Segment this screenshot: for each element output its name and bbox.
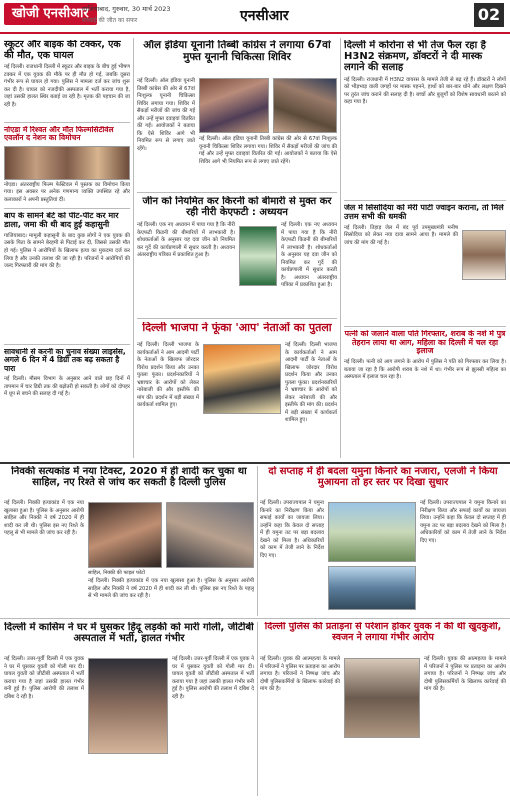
yamuna-photo-1 (328, 502, 416, 562)
article-body: नई दिल्ली। मौसम विभाग के अनुसार आने वाले छह दिनों में तापमान में चार डिग्री तक की बढ़ोतरी हो सकती है। लोगों को दोपहर में धूप से बचने की सलाह दी गई है। (4, 376, 130, 398)
article-body-cont: नई दिल्ली। एक नए अध्ययन में पाया गया है कि नीरी केएफटी किडनी की बीमारियों में लाभकारी है। शोधकर्ताओं के अनुसार यह दवा जीन को नियमित कर गुर्दे की कार्यप्रणाली में सुधार करती है। अध्ययन अंतरराष्ट्रीय पत्रिका में प्रकाशित हुआ है। (281, 222, 337, 289)
article-body-cont: नई दिल्ली। उपराज्यपाल ने यमुना किनारे का निरीक्षण किया और सफाई कार्यों का जायजा लिया। उन्होंने कहा कि केवल दो सप्ताह में ही यमुना तट पर बड़ा बदलाव देखने को मिला है। अधिकारियों को काम में तेजी लाने के निर्देश दिए गए। (420, 500, 506, 544)
article-body: नोएडा। अंतरराष्ट्रीय फिल्म फेस्टिवल में पुस्तक का विमोचन किया गया। इस अवसर पर अनेक गणमान्य व्यक्ति उपस्थित रहे और कलाकारों ने अपनी प्रस्तुतियां दीं। (4, 181, 130, 203)
headline: स्कूटर और बाइक की टक्कर, एक की मौत, एक घायल (4, 40, 121, 61)
article-bjp-effigy (137, 322, 337, 458)
article-body: नई दिल्ली। दिल्ली भाजपा के कार्यकर्ताओं ने आम आदमी पार्टी के नेताओं के खिलाफ जोरदार विरोध प्रदर्शन किया और उनका पुतला फूंका। प्रदर्शनकारियों ने भ्रष्टाचार के आरोपों को लेकर नारेबाजी की और इस्तीफे की मांग की। प्रदर्शन में बड़ी संख्या में कार्यकर्ता शामिल हुए। (137, 342, 199, 409)
yamuna-photo-2 (328, 566, 416, 610)
headline: दिल्ली भाजपा ने फूंका 'आप' नेताओं का पुतला (142, 322, 332, 334)
article-body: गाजियाबाद। मामूली कहासुनी के बाद कुछ लोगों ने एक युवक की उसके पिता के सामने बेरहमी से पिटाई कर दी, जिससे उसकी मौत हो गई। पुलिस ने आरोपियों के खिलाफ हत्या का मुकदमा दर्ज कर लिया है और उनकी तलाश की जा रही है। परिजनों ने आरोपियों की जल्द गिरफ्तारी की मांग की है। (4, 232, 130, 270)
article-body: नई दिल्ली। उपराज्यपाल ने यमुना किनारे का निरीक्षण किया और सफाई कार्यों का जायजा लिया। उन्होंने कहा कि केवल दो सप्ताह में ही यमुना तट पर बड़ा बदलाव देखने को मिला है। अधिकारियों को काम में तेजी लाने के निर्देश दिए गए। (260, 500, 324, 559)
headline: दिल्ली में कोरोना से भी तेज फैल रहा है H3N2 संक्रमण, डॉक्टरों ने दी मास्क लगाने की सलाह (344, 40, 486, 74)
camp-photo-1 (199, 78, 269, 133)
masthead (0, 0, 510, 34)
victim-family-photo (344, 658, 420, 738)
article-gtb-shooting (4, 622, 254, 796)
protest-photo (203, 344, 281, 414)
headline: दो सप्ताह में ही बदला यमुना किनारे का नजारा, एलजी ने किया मुआयना तो हर स्तर पर दिखा सुधार (268, 466, 498, 489)
sisodia-photo (462, 230, 506, 280)
article-body: नई दिल्ली। राजधानी दिल्ली में स्कूटर और बाइक के बीच हुई भीषण टक्कर में एक युवक की मौके पर ही मौत हो गई, जबकि दूसरा गंभीर रूप से घायल हो गया। पुलिस ने मामला दर्ज कर जांच शुरू कर दी है। घायल को नजदीकी अस्पताल में भर्ती कराया गया है, जहां उसकी हालत स्थिर बताई जा रही है। मृतक की पहचान की जा रही है। (4, 64, 130, 108)
victim-photo (88, 658, 168, 754)
headline: नोएडा में रिश्वत और मौत फिल्मसिटीवेल एवलॉन द नेशन का विमोचन (4, 126, 114, 143)
medicine-bottle-photo (239, 226, 277, 286)
article-police-harassment (260, 622, 506, 796)
article-body: नई दिल्ली। तिहाड़ जेल में बंद पूर्व उपमुख्यमंत्री मनीष सिसोदिया को लेकर नया दावा सामने आया है। मामले की जांच की मांग की गई है। (344, 224, 458, 246)
page-number: 02 (474, 3, 504, 27)
headline: सावधानी से करनी का चुनाव संख्या लाइसेंस, अगले 6 दिन में 4 डिग्री तक बढ़ सकता है पारा (4, 348, 126, 373)
photo-caption: साहिल, निक्की की फाइल फोटो (88, 570, 145, 576)
brand-logo: खोजी एनसीआर (4, 3, 97, 25)
headline: जीन को नियमित कर किरनी को बीमारी से मुक्त कर रही नीरी केएफटी : अध्ययन (142, 196, 332, 219)
headline: दिल्ली में कासिम ने घर में घुसकर हिंदू लड़की को मारी गोली, जीटीबी अस्पताल में भर्ती, हालत गंभीर (4, 622, 254, 645)
article-weather (4, 348, 130, 458)
article-body-cont: नई दिल्ली। उत्तर-पूर्वी दिल्ली में एक युवक ने घर में घुसकर युवती को गोली मार दी। घायल युवती को जीटीबी अस्पताल में भर्ती कराया गया है जहां उसकी हालत गंभीर बनी हुई है। पुलिस आरोपी की तलाश में दबिश दे रही है। (172, 656, 254, 700)
article-body-cont: नई दिल्ली। युवक की आत्महत्या के मामले में परिजनों ने पुलिस पर प्रताड़ना का आरोप लगाया है। परिजनों ने निष्पक्ष जांच और दोषी पुलिसकर्मियों के खिलाफ कार्रवाई की मांग की है। (424, 656, 506, 693)
article-sisodia-jail (344, 204, 506, 324)
article-body: नई दिल्ली। राजधानी में H3N2 वायरस के मामले तेजी से बढ़ रहे हैं। डॉक्टरों ने लोगों को भीड़भाड़ वाली जगहों पर मास्क पहनने, हाथों को बार-बार धोने और लक्षण दिखने पर तुरंत जांच कराने की सलाह दी है। बच्चों और बुजुर्गों को विशेष सावधानी बरतने को कहा गया है। (344, 76, 506, 106)
article-body-cont: नई दिल्ली। दिल्ली भाजपा के कार्यकर्ताओं ने आम आदमी पार्टी के नेताओं के खिलाफ जोरदार विरोध प्रदर्शन किया और उनका पुतला फूंका। प्रदर्शनकारियों ने भ्रष्टाचार के आरोपों को लेकर नारेबाजी की और इस्तीफे की मांग की। प्रदर्शन में बड़ी संख्या में कार्यकर्ता शामिल हुए। (285, 342, 337, 424)
article-unani-camp (137, 40, 337, 190)
camp-photo-2 (273, 78, 337, 133)
article-father-son (4, 212, 130, 342)
event-photo (4, 146, 130, 180)
article-body: नई दिल्ली। ऑल इंडिया यूनानी तिब्बी कांग्रेस की ओर से 67वां निःशुल्क यूनानी चिकित्सा शिविर लगाया गया। शिविर में सैकड़ों मरीजों की जांच की गई और उन्हें मुफ्त दवाइयां वितरित की गईं। आयोजकों ने बताया कि ऐसे शिविर आगे भी नियमित रूप से लगाए जाते रहेंगे। (137, 78, 195, 152)
article-body: नई दिल्ली। निक्की हत्याकांड में एक नया खुलासा हुआ है। पुलिस के अनुसार आरोपी साहिल और निक्की ने वर्ष 2020 में ही शादी कर ली थी। पुलिस इस नए रिश्ते के पहलू से भी मामले की जांच कर रही है। (4, 500, 84, 537)
article-body-cont: नई दिल्ली। ऑल इंडिया यूनानी तिब्बी कांग्रेस की ओर से 67वां निःशुल्क यूनानी चिकित्सा शिविर लगाया गया। शिविर में सैकड़ों मरीजों की जांच की गई और उन्हें मुफ्त दवाइयां वितरित की गईं। आयोजकों ने बताया कि ऐसे शिविर आगे भी नियमित रूप से लगाए जाते रहेंगे। (199, 136, 337, 165)
article-h3n2 (344, 40, 506, 200)
headline: पत्नी को जलाने वाला पति गिरफ्तार, शराब के नशे में पुत्र तेहरान लाया था आग, महिला का दिल्ली में चल रहा इलाज (344, 330, 506, 356)
sahil-photo (166, 502, 254, 568)
article-body: नई दिल्ली। एक नए अध्ययन में पाया गया है कि नीरी केएफटी किडनी की बीमारियों में लाभकारी है। शोधकर्ताओं के अनुसार यह दवा जीन को नियमित कर गुर्दे की कार्यप्रणाली में सुधार करती है। अध्ययन अंतरराष्ट्रीय पत्रिका में प्रकाशित हुआ है। (137, 222, 235, 259)
section-title: एनसीआर (240, 8, 289, 24)
article-body-cont: नई दिल्ली। निक्की हत्याकांड में एक नया खुलासा हुआ है। पुलिस के अनुसार आरोपी साहिल और निक्की ने वर्ष 2020 में ही शादी कर ली थी। पुलिस इस नए रिश्ते के पहलू से भी मामले की जांच कर रही है। (88, 578, 254, 600)
article-yamuna-lg (260, 466, 506, 616)
article-body: नई दिल्ली। युवक की आत्महत्या के मामले में परिजनों ने पुलिस पर प्रताड़ना का आरोप लगाया है। परिजनों ने निष्पक्ष जांच और दोषी पुलिसकर्मियों के खिलाफ कार्रवाई की मांग की है। (260, 656, 340, 693)
dateline: गाजियाबाद, गुरुवार, 30 मार्च 2023 (82, 5, 171, 13)
nikki-photo (88, 502, 162, 568)
article-husband-arrest (344, 330, 506, 458)
article-scooter-crash (4, 40, 130, 120)
article-noida-film (4, 126, 130, 206)
article-kidney-study (137, 196, 337, 316)
headline: निवकी सत्यकांड में नया टिवस्ट, 2020 में ही शादी कर चुका था साहिल, नए रिश्ते से जांच कर सकती है दिल्ली पुलिस (11, 466, 247, 489)
headline: जेल में सिसोदिया को मेरी पार्टी ज्वाइन कराना, तो मिले उत्तम सभी की धमकी (344, 204, 504, 221)
article-nikki-case (4, 466, 254, 616)
article-body: नई दिल्ली। उत्तर-पूर्वी दिल्ली में एक युवक ने घर में घुसकर युवती को गोली मार दी। घायल युवती को जीटीबी अस्पताल में भर्ती कराया गया है जहां उसकी हालत गंभीर बनी हुई है। पुलिस आरोपी की तलाश में दबिश दे रही है। (4, 656, 84, 700)
article-body: नई दिल्ली। पत्नी को आग लगाने के आरोप में पुलिस ने पति को गिरफ्तार कर लिया है। बताया जा रहा है कि आरोपी शराब के नशे में था। गंभीर रूप से झुलसी महिला का अस्पताल में इलाज चल रहा है। (344, 359, 506, 381)
headline: ऑल इंडिया यूनानी तिब्बी कांग्रेस ने लगाया 67वां मुफ्त यूनानी चिकित्सा शिविर (143, 40, 331, 63)
headline: दिल्ली पुलिस की प्रताड़ना से परेशान होकर युवक ने की थी खुदकुशी, स्वजन ने लगाया गंभीर आरोप (264, 622, 502, 643)
headline: बाप के सामने बेटे को पीट-पीट कर मार डाला, जमा की थी बाद हुई कहासुनी (4, 212, 119, 229)
tagline: सच्चाई की जीत का सफर (82, 17, 138, 24)
